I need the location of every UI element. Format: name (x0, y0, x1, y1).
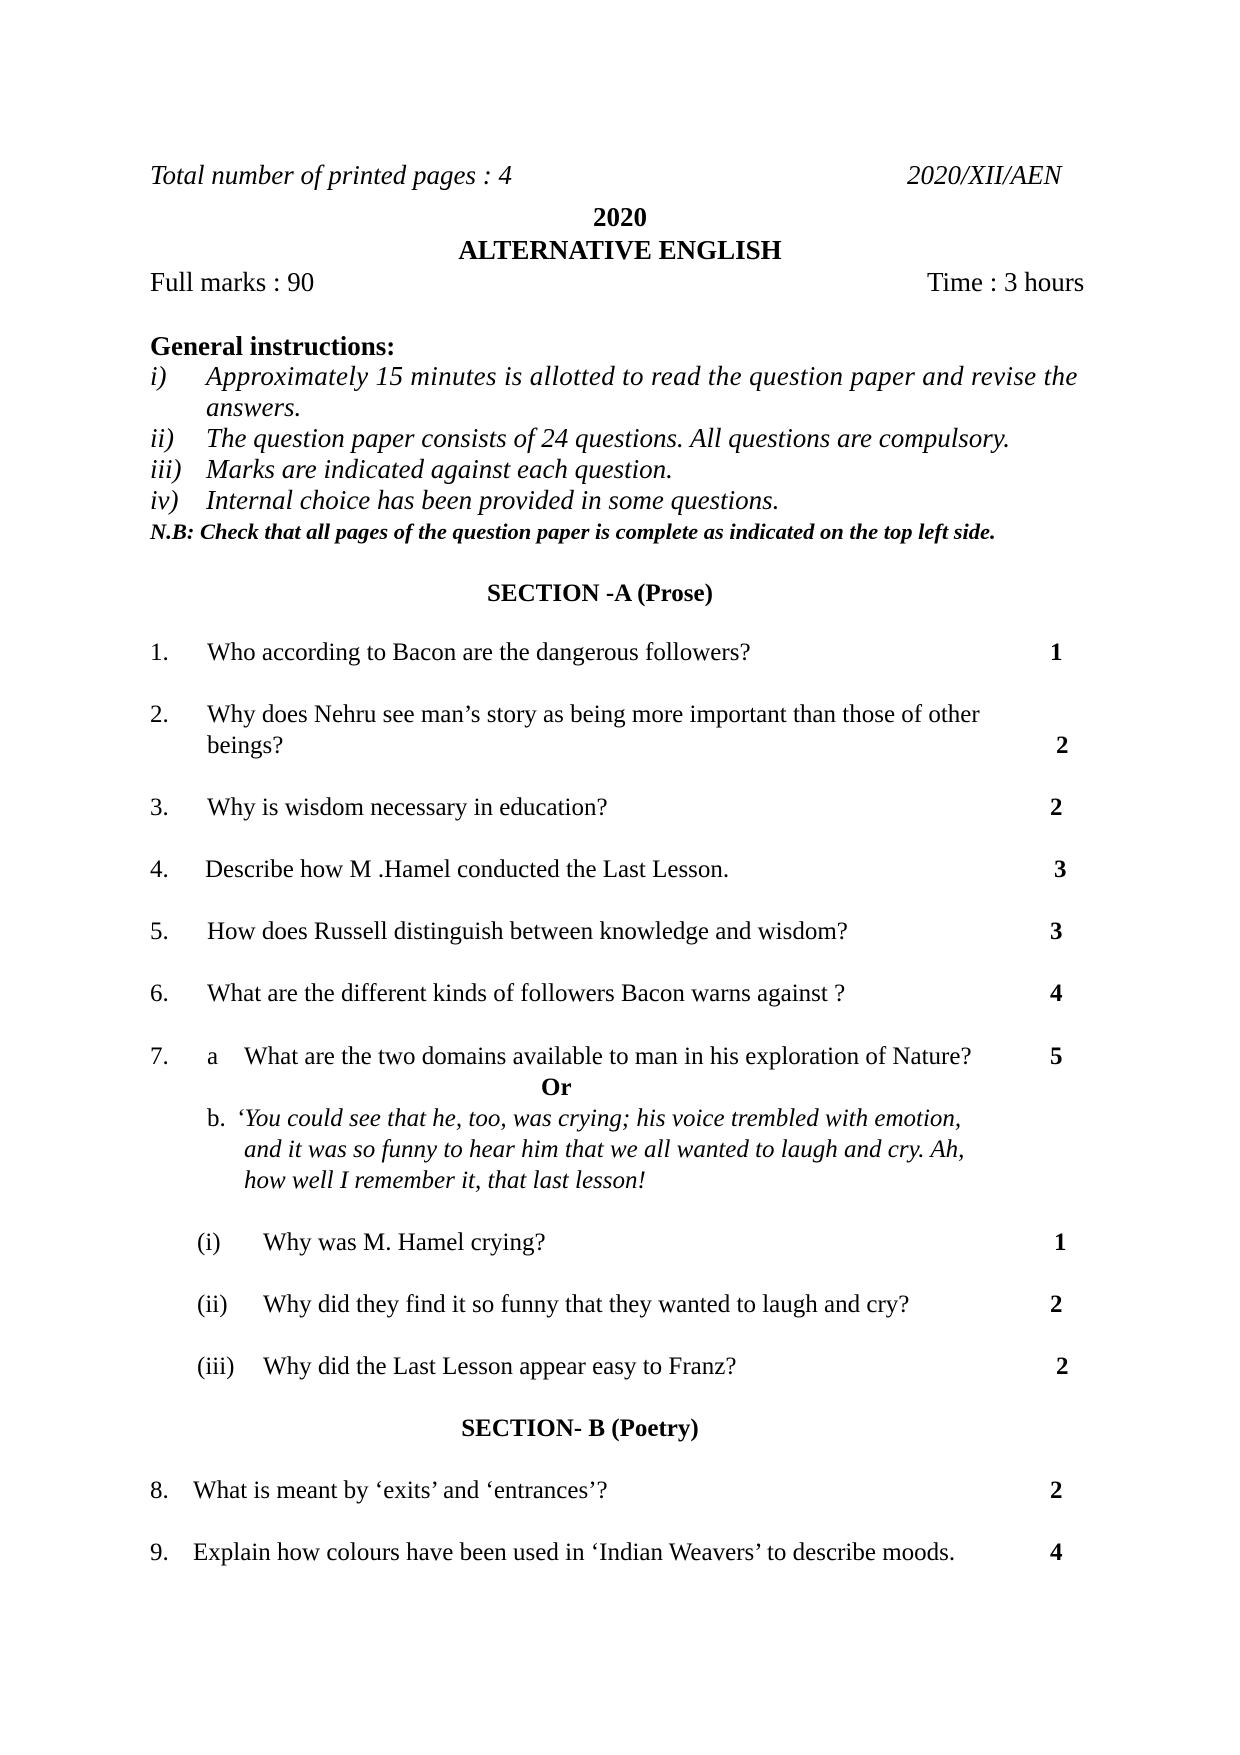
option-label: a (207, 1043, 219, 1070)
instructions-title: General instructions: (150, 331, 396, 361)
question-number: 9. (150, 1539, 169, 1566)
question-text: What are the two domains available to man in his exploration of Nature? (244, 1043, 972, 1070)
question-text: Why is wisdom necessary in education? (207, 794, 608, 821)
question-text: Who according to Bacon are the dangerous followers? (207, 639, 751, 666)
instruction-num: ii) (150, 423, 174, 453)
instruction-text: answers. (206, 392, 302, 422)
section-b-title: SECTION- B (Poetry) (461, 1415, 699, 1442)
question-marks: 2 (1056, 1353, 1069, 1380)
question-text: What are the different kinds of followers Bacon warns against ? (207, 980, 846, 1007)
question-number: 6. (150, 980, 169, 1007)
instruction-num: i) (150, 361, 167, 391)
or-divider: Or (541, 1074, 572, 1101)
section-a-title: SECTION -A (Prose) (487, 580, 713, 607)
instruction-num: iv) (150, 485, 179, 515)
instruction-text: Approximately 15 minutes is allotted to read the question paper and revise the (206, 361, 1078, 391)
instruction-text: The question paper consists of 24 questions. All questions are compulsory. (206, 423, 1010, 453)
subquestion-number: (i) (197, 1229, 221, 1256)
option-label: b. (207, 1105, 226, 1132)
nb-note: N.B: Check that all pages of the question paper is complete as indicated on the top left side. (150, 519, 996, 544)
instruction-text: Marks are indicated against each question. (206, 454, 673, 484)
subquestion-number: (iii) (197, 1353, 235, 1380)
question-number: 3. (150, 794, 169, 821)
question-marks: 2 (1050, 1477, 1063, 1504)
question-number: 5. (150, 918, 169, 945)
question-marks: 3 (1050, 918, 1063, 945)
question-marks: 5 (1050, 1043, 1063, 1070)
passage-line: and it was so funny to hear him that we all wanted to laugh and cry. Ah, (244, 1136, 965, 1163)
exam-time: Time : 3 hours (927, 267, 1085, 297)
total-pages: Total number of printed pages : 4 (150, 160, 513, 190)
question-marks: 3 (1054, 856, 1067, 883)
question-marks: 1 (1050, 639, 1063, 666)
question-number: 4. (150, 856, 169, 883)
question-text: What is meant by ‘exits’ and ‘entrances’? (193, 1477, 608, 1504)
question-text: Why does Nehru see man’s story as being more important than those of other (207, 701, 980, 728)
question-marks: 4 (1050, 980, 1063, 1007)
question-text: Explain how colours have been used in ‘Indian Weavers’ to describe moods. (193, 1539, 956, 1566)
question-marks: 2 (1050, 1291, 1063, 1318)
subquestion-text: Why did the Last Lesson appear easy to Franz? (263, 1353, 737, 1380)
question-marks: 4 (1050, 1539, 1063, 1566)
question-number: 2. (150, 701, 169, 728)
passage-line: ‘You could see that he, too, was crying; his voice trembled with emotion, (236, 1105, 962, 1132)
exam-year: 2020 (593, 202, 647, 232)
question-marks: 1 (1054, 1229, 1067, 1256)
question-text: Describe how M .Hamel conducted the Last Lesson. (205, 856, 730, 883)
passage-line: how well I remember it, that last lesson! (244, 1167, 646, 1194)
question-marks: 2 (1050, 794, 1063, 821)
instruction-text: Internal choice has been provided in some questions. (206, 485, 780, 515)
full-marks: Full marks : 90 (150, 267, 315, 297)
subquestion-text: Why did they find it so funny that they wanted to laugh and cry? (263, 1291, 910, 1318)
instruction-num: iii) (150, 454, 182, 484)
subject-title: ALTERNATIVE ENGLISH (458, 235, 782, 265)
question-number: 7. (150, 1043, 169, 1070)
subquestion-number: (ii) (197, 1291, 228, 1318)
question-number: 1. (150, 639, 169, 666)
question-text-cont: beings? (207, 732, 284, 759)
subquestion-text: Why was M. Hamel crying? (263, 1229, 546, 1256)
paper-code: 2020/XII/AEN (907, 160, 1062, 190)
question-number: 8. (150, 1477, 169, 1504)
question-text: How does Russell distinguish between knowledge and wisdom? (207, 918, 848, 945)
question-marks: 2 (1056, 732, 1069, 759)
